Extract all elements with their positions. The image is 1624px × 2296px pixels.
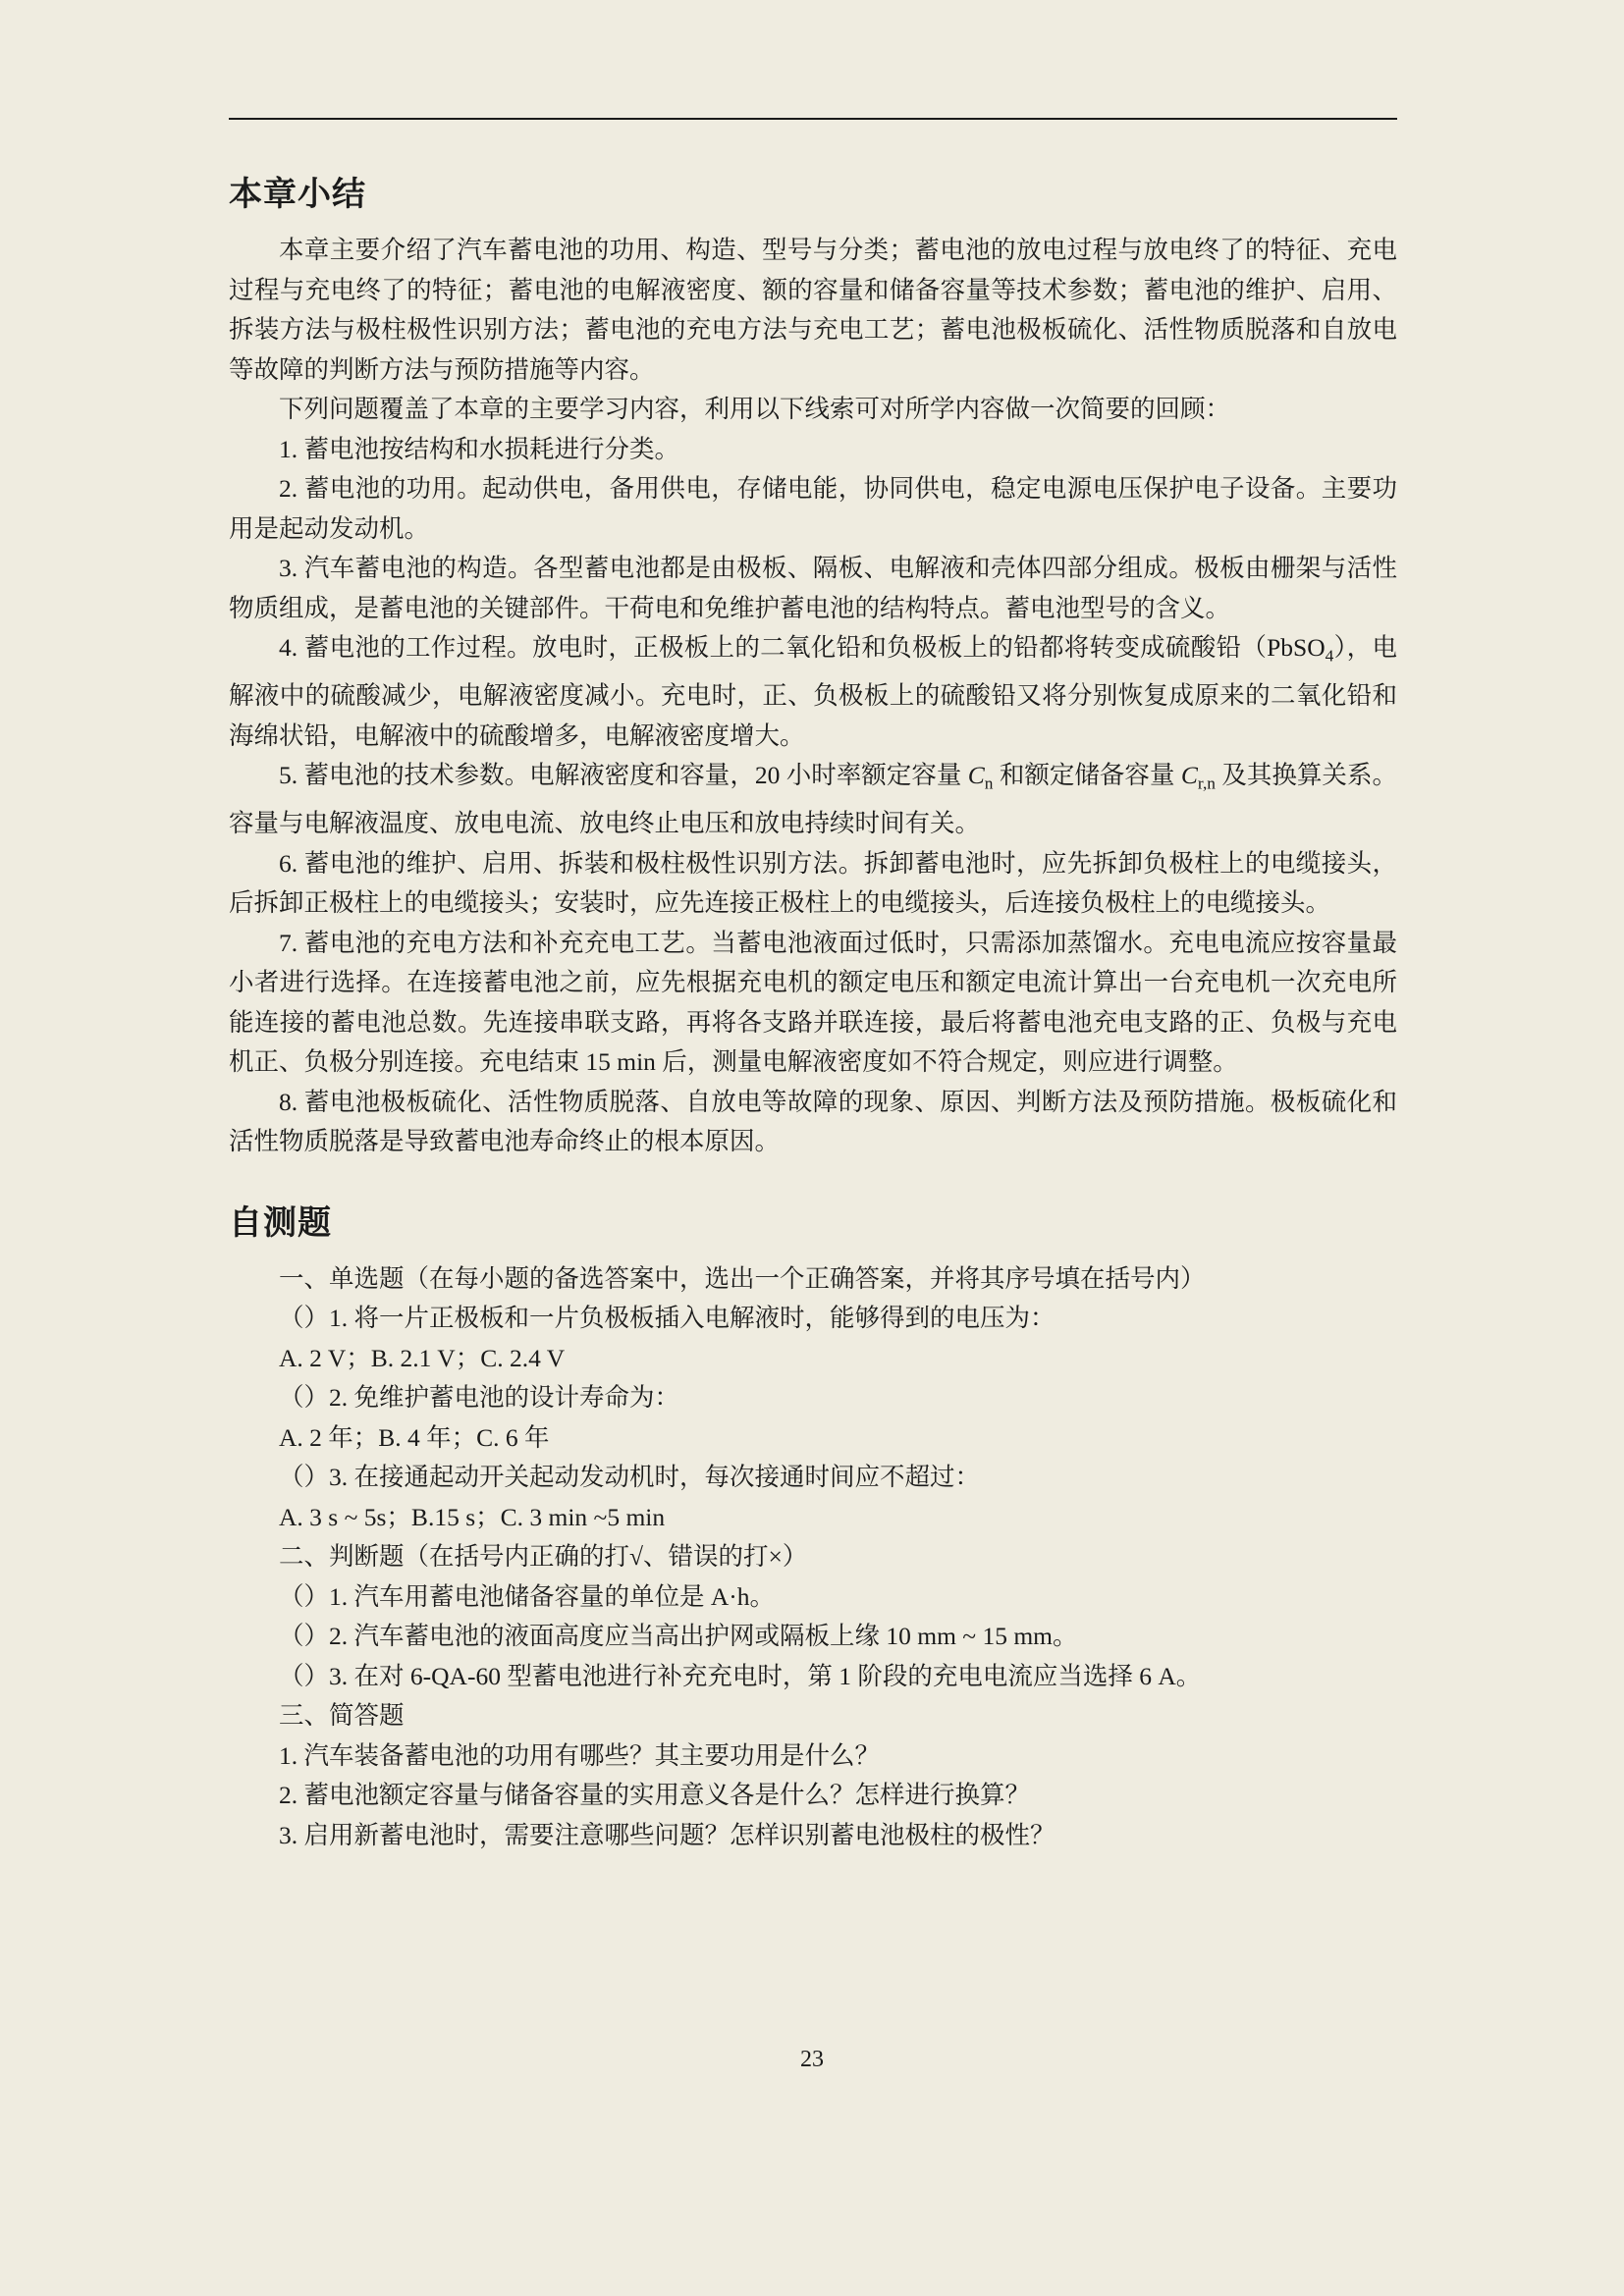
summary-paragraph-8: 6. 蓄电池的维护、启用、拆装和极柱极性识别方法。拆卸蓄电池时，应先拆卸负极柱上的电缆接头，后拆卸正极柱上的电缆接头；安装时，应先连接正极柱上的电缆接头，后连接负极柱上的电缆接头。 (229, 848, 1397, 918)
quiz-line-11: （）3. 在对 6-QA-60 型蓄电池进行补充充电时，第 1 阶段的充电电流应当选择 6 A。 (279, 1661, 1202, 1690)
quiz-line-12: 三、简答题 (279, 1701, 405, 1731)
quiz-title: 自测题 (229, 1203, 332, 1242)
quiz-line-9: （）1. 汽车用蓄电池储备容量的单位是 A·h。 (279, 1581, 776, 1611)
quiz-line-4: （）2. 免维护蓄电池的设计寿命为： (279, 1383, 680, 1413)
summary-paragraph-4: 2. 蓄电池的功用。起动供电，备用供电，存储电能，协同供电，稳定电源电压保护电子设备。主要功用是起动发动机。 (229, 474, 1397, 543)
header-rule (229, 118, 1397, 120)
summary-paragraph-5: 3. 汽车蓄电池的构造。各型蓄电池都是由极板、隔板、电解液和壳体四部分组成。极板由栅架与活性物质组成，是蓄电池的关键部件。干荷电和免维护蓄电池的结构特点。蓄电池型号的含义。 (229, 554, 1397, 622)
quiz-line-8: 二、判断题（在括号内正确的打√、错误的打×） (279, 1542, 808, 1572)
page-title: 本章小结 (229, 176, 366, 213)
quiz-line-2: （）1. 将一片正极板和一片负极板插入电解液时，能够得到的电压为： (279, 1304, 1056, 1333)
summary-paragraph-1: 本章主要介绍了汽车蓄电池的功用、构造、型号与分类；蓄电池的放电过程与放电终了的特征、充电过程与充电终了的特征；蓄电池的电解液密度、额的容量和储备容量等技术参数；蓄电池的维护、启用、拆装方法与极柱极性识别方法；蓄电池的充电方法与充电工艺；蓄电池极板硫化、活性物质脱落和自放电等故障的判断方法与预防措施等内容。 (229, 236, 1397, 384)
summary-paragraph-10: 8. 蓄电池极板硫化、活性物质脱落、自放电等故障的现象、原因、判断方法及预防措施。极板硫化和活性物质脱落是导致蓄电池寿命终止的根本原因。 (229, 1087, 1397, 1156)
quiz-line-14: 2. 蓄电池额定容量与储备容量的实用意义各是什么？怎样进行换算？ (279, 1781, 1031, 1810)
summary-paragraph-2: 下列问题覆盖了本章的主要学习内容，利用以下线索可对所学内容做一次简要的回顾： (279, 395, 1231, 423)
summary-paragraph-9: 7. 蓄电池的充电方法和补充充电工艺。当蓄电池液面过低时，只需添加蒸馏水。充电电流应按容量最小者进行选择。在连接蓄电池之前，应先根据充电机的额定电压和额定电流计算出一台充电机一次充电所能连接的蓄电池总数。先连接串联支路，再将各支路并联连接，最后将蓄电池充电支路的正、负极与充电机正、负极分别连接。充电结束 15 min 后，测量电解液密度如不符合规定，则应进行调整。 (229, 928, 1397, 1077)
quiz-list (229, 1259, 1397, 1856)
quiz-line-6: （）3. 在接通起动开关起动发动机时，每次接通时间应不超过： (279, 1463, 981, 1492)
quiz-line-13: 1. 汽车装备蓄电池的功用有哪些？其主要功用是什么？ (279, 1740, 881, 1770)
summary-paragraph-7: 5. 蓄电池的技术参数。电解液密度和容量，20 小时率额定容量 $C_n$ 和额定储备容量 $C_{r,n}$ 及其换算关系。容量与电解液温度、放电电流、放电终止电压和放电持续时间有关。 (229, 761, 1397, 838)
quiz-line-3: A. 2 V；B. 2.1 V；C. 2.4 V (279, 1343, 566, 1372)
quiz-line-5: A. 2 年；B. 4 年；C. 6 年 (279, 1422, 550, 1452)
page-content (229, 118, 1397, 1855)
quiz-line-7: A. 3 s ~ 5s；B.15 s；C. 3 min ~5 min (279, 1502, 666, 1531)
quiz-line-1: 一、单选题（在每小题的备选答案中，选出一个正确答案，并将其序号填在括号内） (279, 1263, 1206, 1293)
summary-paragraph-3: 1. 蓄电池按结构和水损耗进行分类。 (279, 434, 680, 463)
summary-paragraph-6: 4. 蓄电池的工作过程。放电时，正极板上的二氧化铅和负极板上的铅都将转变成硫酸铅（PbSO$_4$），电解液中的硫酸减少，电解液密度减小。充电时，正、负极板上的硫酸铅又将分别恢复成原来的二氧化铅和海绵状铅，电解液中的硫酸增多，电解液密度增大。 (229, 633, 1397, 750)
quiz-line-15: 3. 启用新蓄电池时，需要注意哪些问题？怎样识别蓄电池极柱的极性？ (279, 1820, 1056, 1849)
page-number: 23 (800, 2047, 824, 2072)
quiz-line-10: （）2. 汽车蓄电池的液面高度应当高出护网或隔板上缘 10 mm ~ 15 mm。 (279, 1622, 1078, 1651)
